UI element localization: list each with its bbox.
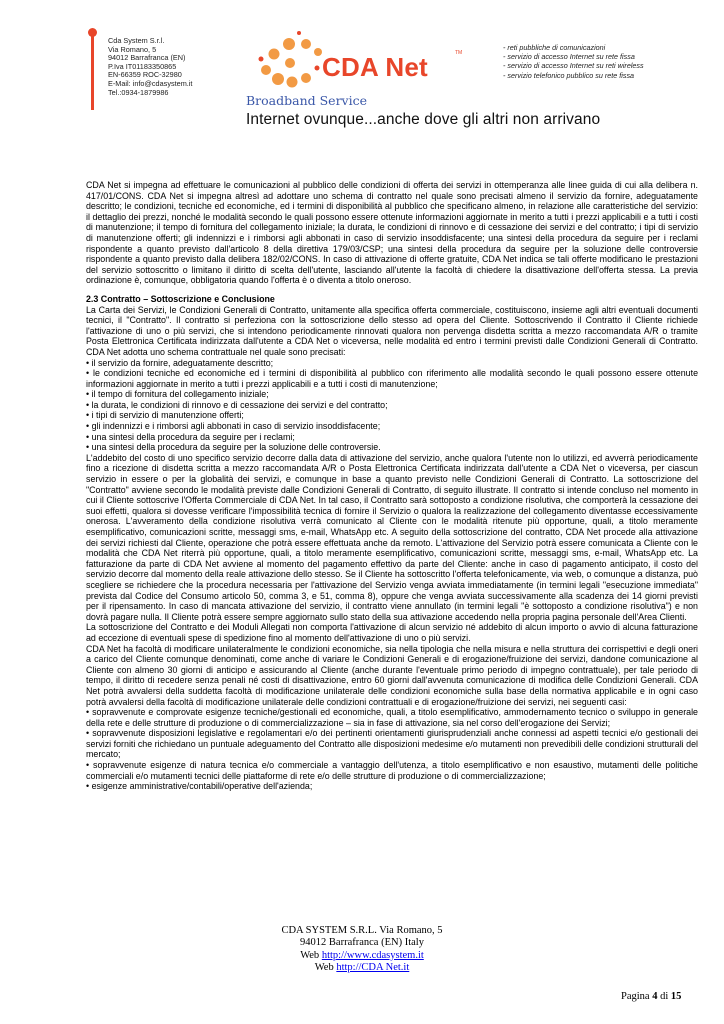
- service-item: - reti pubbliche di comunicazioni: [503, 43, 606, 52]
- paragraph: L'addebito del costo di uno specifico servizio decorre dalla data di attivazione del servizio, anche qualora l'utente non lo utilizzi, ed avverrà periodicamente fino a ricezione di disdetta scritta a mezzo raccomandata A/R o Posta Elettronica Certificata indirizzata dall'utente a CDA Net o viceversa, per ciascun servizio in essere o per la globalità dei servizi, e comunque in base a quanto previsto nelle Condizioni Generali di Contratto. La sottoscrizione del "Contratto" avviene secondo le modalità previste dalle Condizioni Generali di Contratto, di seguito illustrate. Il contratto si intende concluso nel momento in cui il Cliente sottoscrive l'Offerta Commerciale di CDA Net. In tal caso, il Contratto sarà sottoposto a condizione risolutiva, che comporterà la cessazione dei suoi effetti, qualora si dovesse verificare l'impossibilità tecnica di fornire il Servizio o qualora la realizzazione del collegamento diventasse eccessivamente onerosa. L'avveramento della condizione risolutiva verrà comunicato al Cliente con le modalità ritenute più opportune, quali, a titolo meramente esemplificativo, comunicazioni scritte, messaggi sms, e-mail, WhatsApp etc. A seguito della sottoscrizione del contratto, CDA Net procede alla attivazione dei servizi richiesti dal Cliente, operazione che potrà essere effettuata anche da remoto. L'attivazione del Servizio potrà essere comunicata a Cliente con le modalità che CDA Net riterrà più opportune, quali, a titolo meramente esemplificativo, comunicazioni scritte, messaggi sms, e-mail, WhatsApp etc. La fatturazione da parte di CDA Net avviene al momento del pagamento effettivo da parte del Cliente: anche in caso di pagamento anticipato, il costo del servizio decorre dal momento della reale attivazione dello stesso. Se il Cliente ha sottoscritto l'offerta telefonicamente, via web, o comunque a distanza, può scegliere se richiedere che la procedura necessaria per l'attivazione del Servizio venga avviata immediatamente (in termini legali "esecuzione immediata" prevista dal Codice del Consumo articolo 50, comma 3, e 51, comma 8), oppure che venga avviata successivamente alla scadenza dei 14 giorni previsti per il ripensamento. In caso di mancata attivazione del servizio, il contratto viene annullato (in termini legali "è sottoposto a condizione risolutiva") e non dovrà pagare nulla. Il Cliente potrà essere sempre aggiornato sullo stato della sua attivazione accedendo nella propria pagina personale dell'Area Clienti.: [86, 452, 698, 622]
- slogan: Internet ovunque...anche dove gli altri non arrivano: [246, 111, 601, 128]
- company-line: 94012 Barrafranca (EN): [108, 53, 186, 63]
- footer: [0, 925, 724, 974]
- footer-city: 94012 Barrafranca (EN) Italy: [300, 937, 424, 949]
- service-item: - servizio di accesso Internet su reti wireless: [503, 61, 644, 71]
- website-link[interactable]: http://CDA Net.it: [336, 961, 410, 973]
- document-body: [86, 180, 698, 792]
- list-item: • i tipi di servizio di manutenzione offerti;: [86, 410, 244, 421]
- page-number: [621, 991, 681, 1002]
- company-line: Tel.:0934-1879986: [108, 87, 169, 97]
- paragraph: CDA Net ha facoltà di modificare unilateralmente le condizioni economiche, sia nella tipologia che nella misura e nella struttura dei corrispettivi e degli oneri a carico del Cliente comunque denominati, come anche di variare le Condizioni Generali e di erogazione/fruizione dei servizi, dandone comunicazione al Cliente con almeno 30 giorni di anticipo e assicurando al Cliente (anche durante l'eventuale primo periodo di impegno contrattuale), per tale periodo di tempo, il diritto di recedere senza penali né costi di disattivazione, entro 60 giorni dall'avvenuta comunicazione di modifica delle Condizioni Generali. CDA Net potrà avvalersi della suddetta facoltà di modificazione unilaterale delle condizioni economiche sulla base della normativa applicabile e in ogni caso potrà avvalersi della facoltà di modificazione unilaterale delle condizioni contrattuali e di erogazione/fruizione dei servizi, nei seguenti casi:: [86, 643, 698, 707]
- paragraph: La Carta dei Servizi, le Condizioni Generali di Contratto, unitamente alla specifica offerta commerciale, costituiscono, insieme agli altri eventuali documenti tecnici, il "Contratto". Il contratto si perfeziona con la sottoscrizione dello stesso ad opera del Cliente. Sottoscrivendo il Contratto il Cliente richiede l'attivazione di uno o più servizi, che si intendono periodicamente rinnovati qualora non pervenga disdetta scritta a mezzo raccomandata A/R o tramite Posta Elettronica Certificata indirizzata dall'utente a CDA Net o viceversa, nelle modalità ed entro i termini previsti dalle Condizioni Generali di Contratto. CDA Net adotta uno schema contrattuale nel quale sono precisati:: [86, 304, 698, 357]
- page-current: 4: [652, 991, 658, 1002]
- company-line: Via Romano, 5: [108, 44, 157, 54]
- tagline: Broadband Service: [246, 93, 368, 108]
- list-item: • la durata, le condizioni di rinnovo e di cessazione dei servizi e del contratto;: [86, 399, 388, 410]
- services-list: [503, 43, 644, 80]
- service-item: - servizio di accesso Internet su rete fissa: [503, 52, 635, 62]
- footer-web-2: [0, 962, 724, 974]
- page-sep: di: [660, 991, 669, 1002]
- intro-paragraph: CDA Net si impegna ad effettuare le comunicazioni al pubblico delle condizioni di offerta dei servizi in ottemperanza alle linee guida di cui alla delibera n. 417/01/CONS. CDA Net si impegna altresì ad adottare uno schema di contratto nel quale sono precisati almeno il servizio da fornire, adeguatamente descritto; le condizioni, tecniche ed economiche, ed i termini di disponibilità al pubblico che specificano almeno, in relazione alle caratteristiche del servizio: il dettaglio dei prezzi, nonché le modalità secondo le quali possono essere ottenute informazioni aggiornate in merito a tutti i prezzi applicabili e a tutti i costi di manutenzione; il tempo di fornitura del collegamento iniziale; la durata, le condizioni di rinnovo e di cessazione dei servizi e del contratto; i tipi di servizio di manutenzione offerti; gli indennizzi e i rimborsi agli abbonati in caso di servizio insoddisfacente; una sintesi della procedura da seguire per i reclami rispondente a quanto previsto dall'articolo 8 della direttiva 179/03/CSP; una sintesi della procedura da seguire per la soluzione delle controversie rispondente a quanto previsto dalla delibera 182/02/CONS. In caso di attivazione di offerte gratuite, CDA Net indica se tali offerte modificano le prestazioni del servizio sottoscritto o limitano il diritto di scelta dell'utente, lasciando all'utente la facoltà di chiedere la disattivazione dell'offerta stessa. La previa ordinazione è, comunque, obbligatoria quando l'offerta è o diventa a titolo oneroso.: [86, 180, 698, 286]
- list-item: • una sintesi della procedura da seguire per la soluzione delle controversie.: [86, 442, 381, 453]
- company-line: EN-66359 ROC-32980: [108, 70, 182, 80]
- accent-line: [91, 34, 94, 110]
- company-line: E-Mail: info@cdasystem.it: [108, 78, 193, 88]
- list-item: • sopravvenute esigenze di natura tecnica e/o commerciale a vantaggio dell'utenza, a titolo esemplificativo e non esaustivo, mutamenti delle politiche commerciali e/o mutamenti tecnici delle piattaforme di rete e/o delle strutture di produzione o di commercializzazione;: [86, 760, 698, 781]
- company-line: P.Iva IT01183350865: [108, 61, 177, 71]
- list-item: • sopravvenute e comprovate esigenze tecniche/gestionali ed economiche, quali, a titolo esemplificativo, ammodernamento tecnico o sviluppo in generale della rete e delle strutture di produzione o di commercializzazione – sia in fase di attivazione, sia nel corso dell'erogazione dei Servizi;: [86, 707, 698, 728]
- paragraph: La sottoscrizione del Contratto e dei Moduli Allegati non comporta l'attivazione di alcun servizio né addebito di alcun importo o avvio di alcuna fatturazione ad eccezione di eventuali spese di spedizione fino al momento dell'attivazione di uno o più servizi.: [86, 622, 698, 643]
- service-item: - servizio telefonico pubblico su rete fissa: [503, 70, 635, 80]
- page-prefix: Pagina: [621, 991, 650, 1002]
- footer-address: CDA SYSTEM S.R.L. Via Romano, 5: [281, 925, 443, 936]
- list-item: • il tempo di fornitura del collegamento iniziale;: [86, 389, 269, 400]
- company-line: Cda System S.r.l.: [108, 36, 165, 45]
- company-info: [108, 37, 192, 97]
- web-label: Web: [314, 961, 334, 973]
- list-item: • una sintesi della procedura da seguire per i reclami;: [86, 431, 295, 442]
- web-label: Web: [300, 949, 320, 961]
- website-link[interactable]: http://www.cdasystem.it: [321, 949, 424, 961]
- logo-trademark: TM: [455, 50, 463, 56]
- logo-text: CDA Net: [322, 52, 428, 82]
- list-item: • sopravvenute disposizioni legislative e regolamentari e/o dei pertinenti orientamenti giurisprudenziali anche connessi ad aspetti tecnici e/o gestionali dei servizi forniti che richiedano un puntuale adeguamento del Contratto alle disposizioni medesime e/o mutamenti non prevedibili delle condizioni strutturali del mercato;: [86, 728, 698, 760]
- list-item: • le condizioni tecniche ed economiche ed i termini di disponibilità al pubblico con riferimento alle modalità secondo le quali possono essere ottenute informazioni aggiornate in merito a tutti i prezzi applicabili e a tutti i costi di manutenzione;: [86, 368, 698, 389]
- list-item: • il servizio da fornire, adeguatamente descritto;: [86, 357, 274, 368]
- list-item: • gli indennizzi e i rimborsi agli abbonati in caso di servizio insoddisfacente;: [86, 421, 381, 432]
- footer-web-1: [0, 950, 724, 962]
- page-total: 15: [670, 991, 682, 1002]
- section-title: 2.3 Contratto – Sottoscrizione e Conclusione: [86, 293, 275, 304]
- list-item: • esigenze amministrative/contabili/operative dell'azienda;: [86, 781, 313, 792]
